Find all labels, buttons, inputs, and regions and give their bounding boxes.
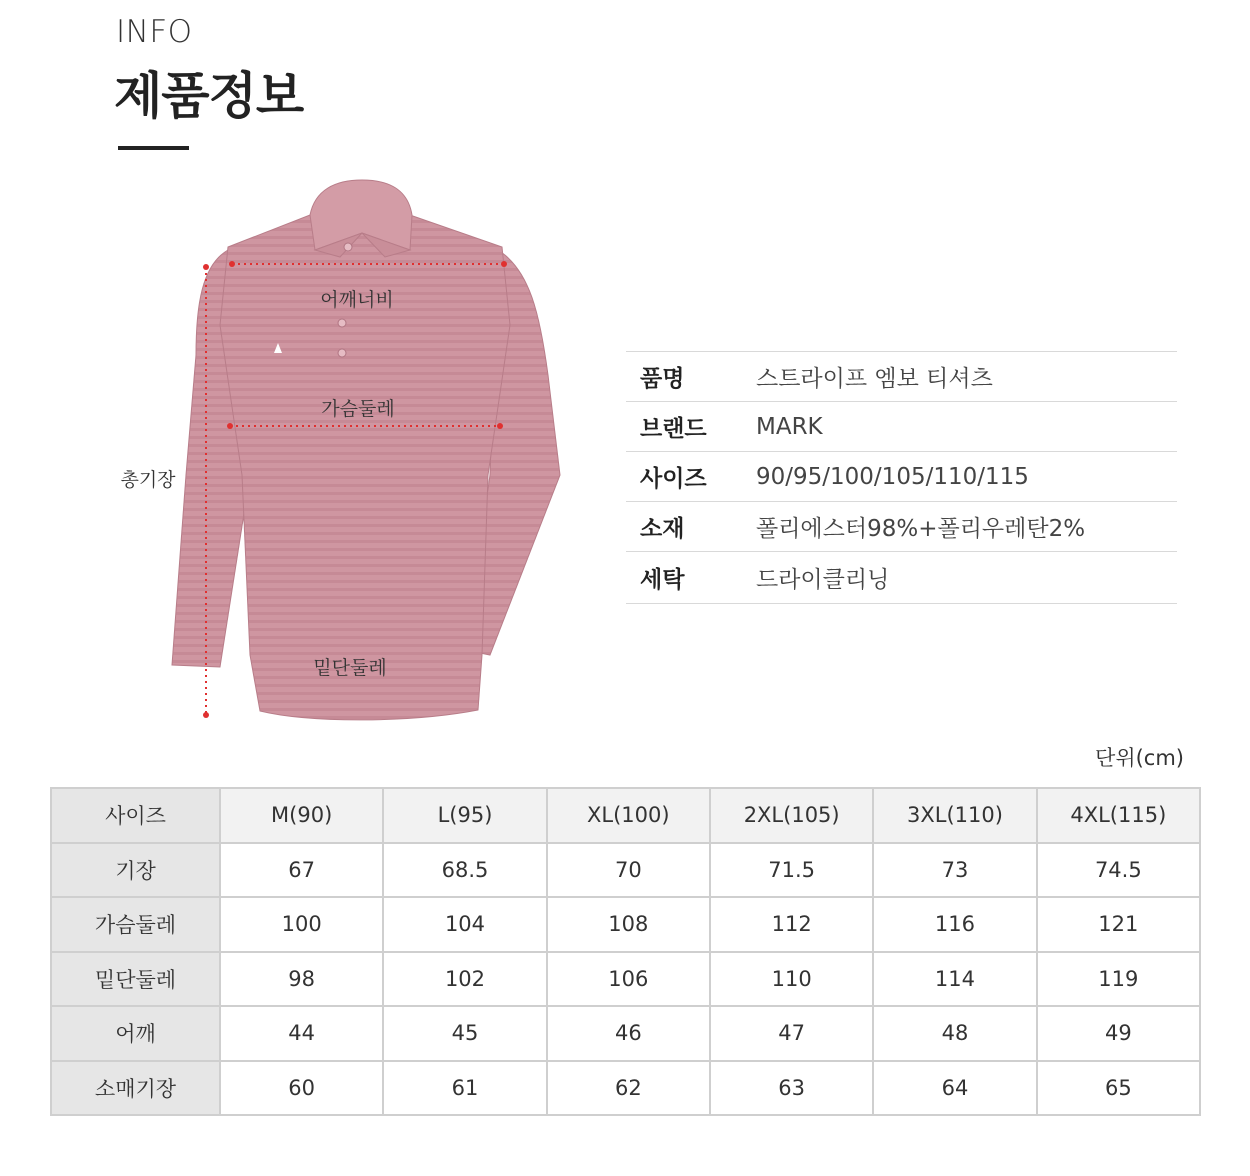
spec-key: 브랜드 (640, 416, 707, 442)
spec-table (626, 351, 1177, 604)
spec-row (626, 451, 1177, 501)
size-table (50, 787, 1201, 1116)
table-cell: 48 (873, 1006, 1036, 1061)
table-cell: 64 (873, 1061, 1036, 1116)
table-cell: 61 (383, 1061, 546, 1116)
table-header-cell: 2XL(105) (710, 788, 873, 843)
unit-label: 단위(cm) (1095, 746, 1184, 770)
spec-value: 드라이클리닝 (756, 567, 890, 593)
table-row (51, 952, 1200, 1007)
chest-label: 가슴둘레 (321, 398, 395, 420)
table-row-head: 밑단둘레 (51, 952, 220, 1007)
table-cell: 49 (1037, 1006, 1200, 1061)
table-cell: 74.5 (1037, 843, 1200, 898)
table-header-cell: L(95) (383, 788, 546, 843)
table-header-cell: M(90) (220, 788, 383, 843)
table-header-row (51, 788, 1200, 843)
table-cell: 102 (383, 952, 546, 1007)
table-header-cell: XL(100) (547, 788, 710, 843)
table-cell: 73 (873, 843, 1036, 898)
table-cell: 106 (547, 952, 710, 1007)
table-cell: 119 (1037, 952, 1200, 1007)
table-cell: 70 (547, 843, 710, 898)
table-cell: 71.5 (710, 843, 873, 898)
garment-diagram (110, 175, 630, 725)
table-cell: 121 (1037, 897, 1200, 952)
table-cell: 100 (220, 897, 383, 952)
table-row (51, 897, 1200, 952)
table-cell: 104 (383, 897, 546, 952)
table-cell: 110 (710, 952, 873, 1007)
page-title: 제품정보 (114, 67, 304, 125)
table-cell: 98 (220, 952, 383, 1007)
table-cell: 60 (220, 1061, 383, 1116)
spec-value: 90/95/100/105/110/115 (756, 463, 1029, 490)
spec-key: 소재 (640, 516, 685, 542)
table-header-cell: 4XL(115) (1037, 788, 1200, 843)
spec-key: 사이즈 (640, 466, 707, 492)
table-cell: 108 (547, 897, 710, 952)
table-cell: 44 (220, 1006, 383, 1061)
info-eyebrow: INFO (116, 14, 193, 50)
table-cell: 67 (220, 843, 383, 898)
spec-row (626, 501, 1177, 551)
spec-value: MARK (756, 413, 823, 440)
polo-shirt-illustration (110, 175, 630, 725)
spec-row (626, 551, 1177, 604)
table-header-cell: 사이즈 (51, 788, 220, 843)
table-row-head: 소매기장 (51, 1061, 220, 1116)
table-cell: 114 (873, 952, 1036, 1007)
spec-row (626, 351, 1177, 401)
table-cell: 47 (710, 1006, 873, 1061)
table-header-cell: 3XL(110) (873, 788, 1036, 843)
table-cell: 46 (547, 1006, 710, 1061)
table-row (51, 843, 1200, 898)
hem-label: 밑단둘레 (313, 657, 387, 679)
table-row (51, 1061, 1200, 1116)
spec-value: 스트라이프 엠보 티셔츠 (756, 366, 993, 392)
spec-row (626, 401, 1177, 451)
spec-value: 폴리에스터98%+폴리우레탄2% (756, 516, 1086, 542)
table-cell: 112 (710, 897, 873, 952)
shoulder-label: 어깨너비 (320, 289, 394, 311)
spec-key: 세탁 (640, 567, 685, 593)
total-length-label: 총기장 (120, 469, 176, 491)
spec-key: 품명 (640, 366, 685, 392)
table-cell: 65 (1037, 1061, 1200, 1116)
table-cell: 116 (873, 897, 1036, 952)
table-cell: 68.5 (383, 843, 546, 898)
title-underline (118, 146, 189, 150)
table-cell: 62 (547, 1061, 710, 1116)
table-row-head: 가슴둘레 (51, 897, 220, 952)
table-row-head: 어깨 (51, 1006, 220, 1061)
table-row (51, 1006, 1200, 1061)
table-row-head: 기장 (51, 843, 220, 898)
table-cell: 63 (710, 1061, 873, 1116)
table-cell: 45 (383, 1006, 546, 1061)
